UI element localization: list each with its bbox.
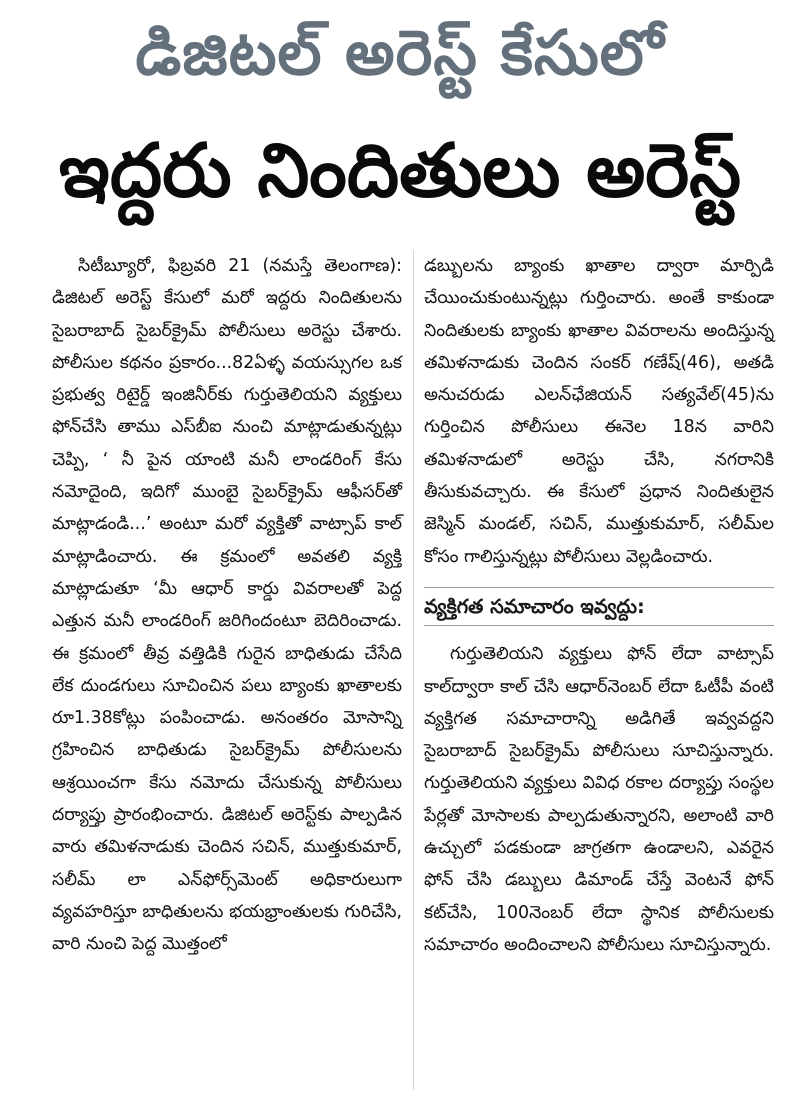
column-divider	[413, 250, 414, 1090]
section-subheading: వ్యక్తిగత సమాచారం ఇవ్వద్దు:	[424, 587, 774, 626]
article-column-right	[424, 250, 774, 961]
article-paragraph: డబ్బులను బ్యాంకు ఖాతాల ద్వారా మార్పిడి చేయించుకుంటున్నట్లు గుర్తించారు. అంతే కాకుండా నిందితులకు బ్యాంకు ఖాతాల వివరాలను అందిస్తున్న తమిళనాడుకు చెందిన సంకర్ గణేష్(46), అతడి అనుచరుడు ఎలన్‌ఛేజియన్ సత్యవేల్(45)ను గుర్తించిన పోలీసులు ఈనెల 18న వారిని తమిళనాడులో అరెస్టు చేసి, నగరానికి తీసుకువచ్చారు. ఈ కేసులో ప్రధాన నిందితులైన జెస్మిన్ మండల్, సచిన్, ముత్తుకుమార్, సలీమ్‌ల కోసం గాలిస్తున్నట్లు పోలీసులు వెల్లడించారు.	[424, 256, 774, 567]
article-paragraph: సిటీబ్యూరో, ఫిబ్రవరి 21 (నమస్తే తెలంగాణ): డిజిటల్ అరెస్ట్ కేసులో మరో ఇద్దరు నిందితులను సైబరాబాద్ సైబర్‌క్రైమ్ పోలీసులు అరెస్టు చేశారు. పోలీసుల కథనం ప్రకారం...82ఏళ్ళ వయస్సుగల ఒక ప్రభుత్వ రిటైర్డ్ ఇంజినీర్‌కు గుర్తుతెలియని వ్యక్తులు ఫోన్‌చేసి తాము ఎస్‌బీఐ నుంచి మాట్లాడుతున్నట్లు చెప్పి, ‘ నీ పైన యాంటి మనీ లాండరింగ్ కేసు నమోదైంది, ఇదిగో ముంబై సైబర్‌క్రైమ్ ఆఫీసర్‌తో మాట్లాడండి...’ అంటూ మరో వ్యక్తితో వాట్సాప్ కాల్ మాట్లాడించారు. ఈ క్రమంలో అవతలి వ్యక్తి మాట్లాడుతూ ‘మీ ఆధార్ కార్డు వివరాలతో పెద్ద ఎత్తున మనీ లాండరింగ్ జరిగిందంటూ బెదిరించాడు. ఈ క్రమంలో తీవ్ర వత్తిడికి గురైన బాధితుడు చేసేది లేక దుండగులు సూచించిన పలు బ్యాంకు ఖాతాలకు రూ1.38కోట్లు పంపించాడు. అనంతరం మోసాన్ని గ్రహించిన బాధితుడు సైబర్‌క్రైమ్ పోలీసులను ఆశ్రయించగా కేసు నమోదు చేసుకున్న పోలీసులు దర్యాప్తు ప్రారంభించారు. డిజిటల్ అరెస్ట్‌కు పాల్పడిన వారు తమిళనాడుకు చెందిన సచిన్, ముత్తుకుమార్, సలీమ్ లా ఎన్‌ఫోర్స్‌మెంట్ అధికారులుగా వ్యవహరిస్తూ బాధితులను భయభ్రాంతులకు గురిచేసి, వారి నుంచి పెద్ద మొత్తంలో	[52, 256, 402, 955]
headline-title: ఇద్దరు నిందితులు అరెస్ట్	[58, 128, 742, 214]
article-paragraph: గుర్తుతెలియని వ్యక్తులు ఫోన్ లేదా వాట్సాప్ కాల్‌ద్వారా కాల్ చేసి ఆధార్‌నెంబర్ లేదా ఓటీపీ వంటి వ్యక్తిగత సమాచారాన్ని అడిగితే ఇవ్వవద్దని సైబరాబాద్ సైబర్‌క్రైమ్ పోలీసులు సూచిస్తున్నారు. గుర్తుతెలియని వ్యక్తులు వివిధ రకాల దర్యాప్తు సంస్థల పేర్లతో మోసాలకు పాల్పడుతున్నారని, అలాంటి వారి ఉచ్చులో పడకుండా జాగ్రతగా ఉండాలని, ఎవరైన ఫోన్ చేసి డబ్బులు డిమాండ్ చేస్తే వెంటనే ఫోన్ కట్‌చేసి, 100నెంబర్ లేదా స్థానిక పోలీసులకు సమాచారం అందించాలని పోలీసులు సూచిస్తున్నారు.	[424, 644, 774, 955]
headline-kicker: డిజిటల్ అరెస్ట్ కేసులో	[135, 16, 665, 89]
article-column-left	[52, 250, 402, 961]
